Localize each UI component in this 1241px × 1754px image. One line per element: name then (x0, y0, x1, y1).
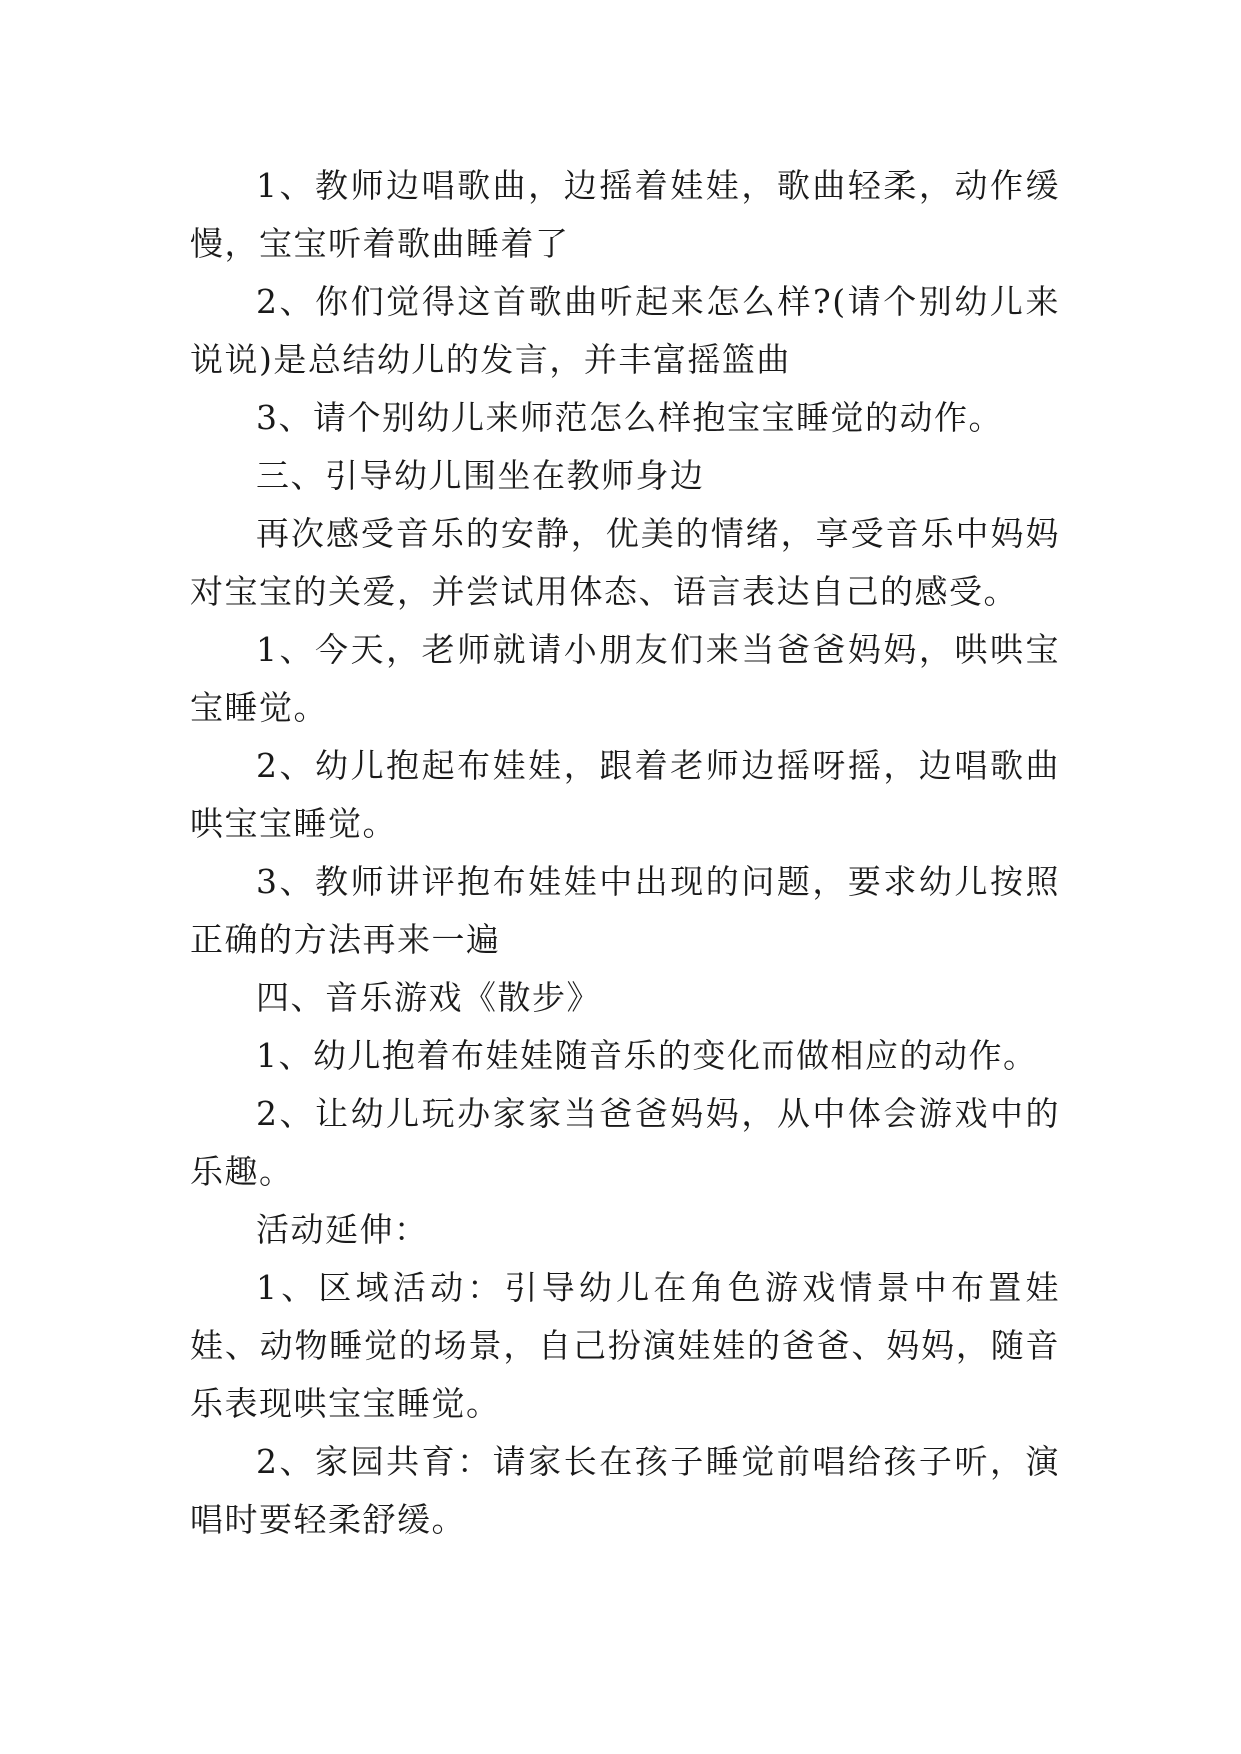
paragraph-3: 3、请个别幼儿来师范怎么样抱宝宝睡觉的动作。 (256, 398, 1003, 437)
paragraph-1: 1、教师边唱歌曲，边摇着娃娃，歌曲轻柔，动作缓慢，宝宝听着歌曲睡着了 (190, 166, 1060, 263)
paragraph-11: 2、家园共育：请家长在孩子睡觉前唱给孩子听，演唱时要轻柔舒缓。 (190, 1442, 1060, 1539)
section-heading-4: 四、音乐游戏《散步》 (256, 978, 601, 1017)
paragraph-7: 3、教师讲评抱布娃娃中出现的问题，要求幼儿按照正确的方法再来一遍 (190, 862, 1060, 959)
document-body (190, 157, 1060, 1549)
paragraph-9: 2、让幼儿玩办家家当爸爸妈妈，从中体会游戏中的乐趣。 (190, 1094, 1060, 1191)
paragraph-4: 再次感受音乐的安静，优美的情绪，享受音乐中妈妈对宝宝的关爱，并尝试用体态、语言表达自己的感受。 (190, 514, 1060, 611)
paragraph-8: 1、幼儿抱着布娃娃随音乐的变化而做相应的动作。 (256, 1036, 1038, 1075)
section-heading-3: 三、引导幼儿围坐在教师身边 (256, 456, 705, 495)
paragraph-2: 2、你们觉得这首歌曲听起来怎么样?(请个别幼儿来说说)是总结幼儿的发言，并丰富摇篮曲 (190, 282, 1060, 379)
paragraph-5: 1、今天，老师就请小朋友们来当爸爸妈妈，哄哄宝宝睡觉。 (190, 630, 1060, 727)
extension-heading: 活动延伸： (256, 1210, 429, 1249)
paragraph-10: 1、区域活动：引导幼儿在角色游戏情景中布置娃娃、动物睡觉的场景，自己扮演娃娃的爸爸、妈妈，随音乐表现哄宝宝睡觉。 (190, 1268, 1060, 1423)
paragraph-6: 2、幼儿抱起布娃娃，跟着老师边摇呀摇，边唱歌曲哄宝宝睡觉。 (190, 746, 1060, 843)
